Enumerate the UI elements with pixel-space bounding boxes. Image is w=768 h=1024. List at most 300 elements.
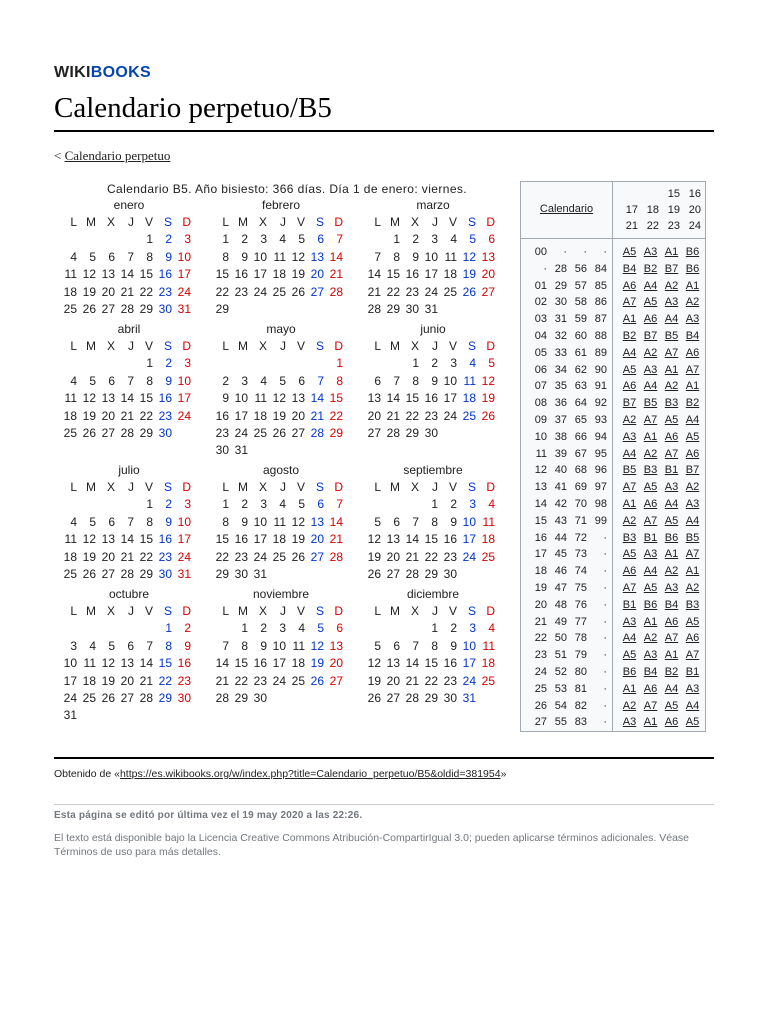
calendar-code-cell[interactable]: A3 — [643, 363, 658, 376]
calendar-code-cell[interactable]: A4 — [622, 447, 637, 460]
day-cell: 27 — [101, 425, 115, 440]
year-cell: 94 — [594, 430, 607, 443]
calendar-code-cell[interactable]: A7 — [622, 581, 637, 594]
year-cell: 05 — [534, 346, 547, 359]
calendar-code-cell[interactable]: A2 — [664, 279, 679, 292]
year-cell: 70 — [574, 497, 587, 510]
day-cell: 8 — [146, 249, 153, 264]
calendar-code-cell[interactable]: A1 — [622, 682, 637, 695]
calendar-code-cell[interactable]: A4 — [664, 682, 679, 695]
calendar-code-cell[interactable]: A4 — [685, 413, 700, 426]
weekday-header: J — [128, 215, 134, 229]
weekday-header: J — [432, 215, 438, 229]
calendar-code-row — [619, 698, 703, 715]
calendar-code-cell[interactable]: A1 — [622, 313, 637, 326]
calendar-code-cell[interactable]: A4 — [664, 497, 679, 510]
day-cell: 12 — [291, 514, 305, 529]
calendar-code-cell[interactable]: B3 — [685, 598, 700, 611]
day-cell: 17 — [424, 267, 438, 282]
day-cell: 10 — [177, 514, 191, 529]
year-cell: 86 — [594, 296, 607, 309]
calendar-code-cell[interactable]: B6 — [622, 665, 637, 678]
weekday-header: V — [296, 215, 305, 229]
day-cell: 12 — [481, 373, 495, 388]
calendar-code-cell[interactable]: A2 — [643, 632, 658, 645]
day-cell: 10 — [424, 249, 438, 264]
day-cell: 21 — [215, 673, 229, 688]
weekday-header: D — [182, 215, 191, 229]
calendar-code-cell[interactable]: B4 — [622, 262, 637, 275]
day-cell: 19 — [367, 673, 381, 688]
calendar-code-row — [619, 513, 703, 530]
year-cell: 62 — [574, 363, 587, 376]
day-cell: 22 — [139, 408, 153, 423]
year-cell: 36 — [554, 397, 567, 410]
day-cell: 9 — [431, 373, 438, 388]
day-cell: 27 — [386, 690, 400, 705]
calendar-code-cell[interactable]: A4 — [643, 565, 658, 578]
calendar-code-cell[interactable]: B2 — [685, 397, 700, 410]
calendar-code-cell[interactable]: B7 — [664, 262, 679, 275]
year-cell: 11 — [535, 447, 547, 460]
calendar-code-cell[interactable]: A6 — [643, 497, 658, 510]
day-cell: 29 — [215, 566, 229, 581]
year-cell: 63 — [574, 380, 587, 393]
calendar-code-cell[interactable]: A7 — [643, 413, 658, 426]
year-cell: · — [583, 246, 587, 258]
day-empty — [212, 355, 231, 372]
day-cell: 31 — [177, 301, 191, 316]
year-cell: 19 — [534, 581, 547, 594]
calendar-code-cell[interactable]: A4 — [643, 279, 658, 292]
day-cell: 24 — [443, 408, 457, 423]
year-cell: 27 — [534, 716, 547, 729]
day-cell: 30 — [234, 566, 248, 581]
table-divider-horizontal — [521, 238, 705, 239]
calendar-code-cell[interactable]: B5 — [664, 329, 679, 342]
day-cell: 3 — [260, 497, 267, 512]
day-cell: 10 — [63, 656, 77, 671]
calendar-code-cell[interactable]: A3 — [622, 615, 637, 628]
weekday-header: L — [70, 604, 77, 618]
calendar-code-cell[interactable]: B2 — [643, 262, 658, 275]
calendar-code-cell[interactable]: A5 — [643, 581, 658, 594]
year-cell: 91 — [594, 380, 607, 393]
calendar-code-cell[interactable]: A1 — [664, 649, 679, 662]
year-row — [525, 278, 611, 295]
day-cell: 7 — [317, 373, 324, 388]
calendar-code-cell[interactable]: A7 — [664, 632, 679, 645]
calendar-code-cell[interactable]: A6 — [685, 632, 700, 645]
site-logo[interactable] — [54, 64, 151, 82]
calendar-code-cell[interactable]: A3 — [664, 581, 679, 594]
day-cell: 10 — [253, 514, 267, 529]
day-cell: 25 — [63, 566, 77, 581]
calendar-code-cell[interactable]: A4 — [685, 514, 700, 527]
month-marzo — [364, 197, 498, 318]
day-cell: 18 — [253, 408, 267, 423]
day-cell: 20 — [329, 656, 343, 671]
calendar-code-cell[interactable]: B7 — [643, 329, 658, 342]
calendar-code-cell[interactable]: A5 — [664, 413, 679, 426]
calendar-code-cell[interactable]: A5 — [643, 481, 658, 494]
calendar-code-row — [619, 244, 703, 261]
calendar-code-cell[interactable]: A3 — [643, 246, 658, 258]
calendar-code-cell[interactable]: A7 — [622, 296, 637, 309]
calendar-code-row — [619, 328, 703, 345]
calendar-code-cell[interactable]: A2 — [664, 565, 679, 578]
day-cell: 22 — [424, 673, 438, 688]
year-cell: 54 — [554, 699, 567, 712]
year-row — [525, 714, 611, 731]
day-cell: 2 — [260, 621, 267, 636]
calendar-code-cell[interactable]: A3 — [643, 548, 658, 561]
calendar-code-cell[interactable]: B1 — [664, 464, 679, 477]
calendar-code-cell[interactable]: A2 — [643, 346, 658, 359]
calendar-code-cell[interactable]: A3 — [685, 313, 700, 326]
day-cell: 30 — [443, 566, 457, 581]
day-cell: 6 — [108, 514, 115, 529]
day-cell: 23 — [158, 549, 172, 564]
year-cell: 88 — [594, 329, 607, 342]
day-cell: 27 — [101, 566, 115, 581]
calendar-code-cell[interactable]: A7 — [685, 548, 700, 561]
day-cell: 1 — [431, 497, 438, 512]
day-cell: 7 — [127, 373, 134, 388]
year-cell: 82 — [574, 699, 587, 712]
day-cell: 8 — [222, 249, 229, 264]
calendar-code-cell[interactable]: A4 — [685, 699, 700, 712]
calendar-code-cell[interactable]: A1 — [643, 430, 658, 443]
day-cell: 11 — [64, 267, 77, 282]
retrieved-prefix: Obtenido de « — [54, 768, 120, 780]
calendar-code-cell[interactable]: A5 — [643, 296, 658, 309]
calendar-code-cell[interactable]: A1 — [664, 363, 679, 376]
calendar-code-cell[interactable]: A5 — [622, 548, 637, 561]
calendar-code-cell[interactable]: A3 — [622, 430, 637, 443]
day-cell: 14 — [367, 267, 381, 282]
calendar-code-cell[interactable]: B1 — [622, 598, 637, 611]
weekday-header: S — [467, 480, 476, 494]
calendar-code-cell[interactable]: A7 — [643, 699, 658, 712]
day-cell: 9 — [241, 249, 248, 264]
day-cell: 13 — [386, 656, 400, 671]
weekday-header: X — [410, 215, 419, 229]
day-cell: 31 — [234, 443, 248, 458]
year-cell: 96 — [594, 464, 607, 477]
calendar-code-cell[interactable]: A4 — [622, 632, 637, 645]
year-row — [525, 462, 611, 479]
weekday-header: S — [163, 339, 172, 353]
year-cell: 17 — [534, 548, 547, 561]
calendar-code-cell[interactable]: B7 — [685, 464, 700, 477]
calendar-code-cell[interactable]: A1 — [685, 380, 700, 393]
weekday-header: M — [390, 215, 400, 229]
day-cell: 2 — [241, 232, 248, 247]
day-empty — [231, 355, 250, 372]
day-cell: 19 — [101, 673, 115, 688]
calendar-code-cell[interactable]: B1 — [685, 665, 700, 678]
day-cell: 18 — [63, 408, 77, 423]
day-cell: 3 — [469, 621, 476, 636]
calendar-code-cell[interactable]: A6 — [622, 565, 637, 578]
year-cell: 65 — [574, 413, 587, 426]
day-cell: 21 — [120, 549, 134, 564]
day-cell: 16 — [158, 267, 172, 282]
day-cell: 19 — [82, 408, 96, 423]
calendar-code-cell[interactable]: B6 — [664, 531, 679, 544]
day-cell: 13 — [101, 267, 115, 282]
day-cell: 18 — [481, 532, 495, 547]
calendar-code-cell[interactable]: A1 — [685, 279, 700, 292]
weekday-header: M — [390, 339, 400, 353]
day-cell: 25 — [63, 301, 77, 316]
day-cell: 26 — [82, 566, 96, 581]
calendar-code-cell[interactable]: A5 — [664, 699, 679, 712]
calendar-code-cell[interactable]: A6 — [622, 279, 637, 292]
day-cell: 23 — [158, 284, 172, 299]
year-cell: 58 — [574, 296, 587, 309]
calendar-code-cell[interactable]: B3 — [622, 531, 637, 544]
day-empty — [79, 496, 98, 513]
calendar-code-cell[interactable]: B1 — [643, 531, 658, 544]
calendar-code-cell[interactable]: A3 — [685, 682, 700, 695]
calendar-code-cell[interactable]: A1 — [643, 615, 658, 628]
calendar-code-cell[interactable]: A5 — [664, 514, 679, 527]
calendar-code-cell[interactable]: A2 — [685, 296, 700, 309]
day-cell: 30 — [158, 566, 172, 581]
day-cell: 15 — [424, 656, 438, 671]
calendar-code-cell[interactable]: A2 — [664, 380, 679, 393]
day-cell: 9 — [184, 638, 191, 653]
calendar-code-cell[interactable]: A3 — [622, 716, 637, 729]
day-cell: 28 — [367, 301, 381, 316]
day-cell: 17 — [177, 391, 191, 406]
calendar-code-cell[interactable]: A7 — [664, 447, 679, 460]
day-cell: 27 — [291, 425, 305, 440]
calendar-code-cell[interactable]: B2 — [622, 329, 637, 342]
calendar-code-cell[interactable]: A5 — [622, 363, 637, 376]
day-cell: 16 — [253, 656, 267, 671]
weekday-header: J — [128, 480, 134, 494]
weekday-header: M — [390, 604, 400, 618]
day-cell: 3 — [70, 638, 77, 653]
day-cell: 4 — [488, 497, 495, 512]
day-cell: 27 — [101, 301, 115, 316]
year-cell: · — [543, 262, 547, 275]
calendar-code-cell[interactable]: B4 — [685, 329, 700, 342]
day-cell: 28 — [405, 690, 419, 705]
day-cell: 26 — [367, 690, 381, 705]
day-cell: 16 — [234, 532, 248, 547]
calendar-code-cell[interactable]: A2 — [685, 581, 700, 594]
day-cell: 15 — [386, 267, 400, 282]
day-cell: 18 — [63, 284, 77, 299]
calendar-code-cell[interactable]: A5 — [622, 649, 637, 662]
calendar-code-cell[interactable]: A4 — [622, 346, 637, 359]
calendar-code-cell[interactable]: A6 — [643, 682, 658, 695]
calendar-code-cell[interactable]: A7 — [643, 514, 658, 527]
year-row — [525, 630, 611, 647]
day-cell: 20 — [386, 549, 400, 564]
day-cell: 14 — [120, 267, 134, 282]
calendar-code-cell[interactable]: A2 — [622, 514, 637, 527]
calendar-code-cell[interactable]: A5 — [685, 430, 700, 443]
year-row — [525, 362, 611, 379]
weekday-header: L — [222, 339, 229, 353]
calendar-code-cell[interactable]: A2 — [622, 699, 637, 712]
calendar-code-cell[interactable]: A3 — [643, 649, 658, 662]
day-cell: 4 — [279, 232, 286, 247]
calendar-code-cell[interactable]: B7 — [622, 397, 637, 410]
calendar-code-column — [619, 244, 703, 731]
year-cell: 13 — [534, 481, 547, 494]
century-cell: 18 — [646, 204, 659, 216]
calendar-code-cell[interactable]: B4 — [643, 665, 658, 678]
day-cell: 21 — [329, 532, 343, 547]
calendar-code-cell[interactable]: B5 — [622, 464, 637, 477]
calendar-code-cell[interactable]: A1 — [664, 246, 679, 258]
calendar-code-cell[interactable]: A3 — [664, 481, 679, 494]
calendar-code-cell[interactable]: A4 — [664, 313, 679, 326]
calendar-code-cell[interactable]: A6 — [685, 447, 700, 460]
calendar-code-cell[interactable]: A6 — [643, 313, 658, 326]
calendar-code-cell[interactable]: A2 — [685, 481, 700, 494]
calendar-code-cell[interactable]: B4 — [664, 598, 679, 611]
year-cell: 10 — [534, 430, 547, 443]
year-column — [525, 244, 611, 731]
day-cell: 20 — [310, 267, 324, 282]
day-cell: 22 — [329, 408, 343, 423]
day-cell: 27 — [120, 690, 134, 705]
calendar-code-cell[interactable]: B6 — [643, 598, 658, 611]
calendar-code-cell[interactable]: B5 — [643, 397, 658, 410]
day-cell: 27 — [386, 566, 400, 581]
year-cell: 07 — [534, 380, 547, 393]
year-cell: · — [603, 665, 607, 678]
calendar-code-cell[interactable]: A1 — [643, 716, 658, 729]
day-cell: 18 — [462, 391, 476, 406]
century-cell — [617, 186, 638, 202]
day-cell: 15 — [329, 391, 343, 406]
weekday-header: V — [296, 604, 305, 618]
day-cell: 15 — [405, 391, 419, 406]
year-row — [525, 412, 611, 429]
day-cell: 3 — [450, 356, 457, 371]
year-cell: 60 — [574, 329, 587, 342]
day-cell: 26 — [101, 690, 115, 705]
day-cell: 17 — [177, 267, 191, 282]
calendar-code-cell[interactable]: B5 — [685, 531, 700, 544]
calendar-code-cell[interactable]: A7 — [685, 363, 700, 376]
day-cell: 7 — [127, 514, 134, 529]
day-cell: 1 — [412, 356, 419, 371]
breadcrumb-link[interactable]: Calendario perpetuo — [64, 148, 171, 163]
calendar-code-row — [619, 479, 703, 496]
calendar-code-cell[interactable]: A5 — [685, 615, 700, 628]
day-cell: 17 — [63, 673, 77, 688]
retrieved-link[interactable]: https://es.wikibooks.org/w/index.php?title=Calendario_perpetuo/B5&oldid=381954 — [119, 768, 501, 780]
calendar-code-cell[interactable]: A1 — [622, 497, 637, 510]
day-cell: 3 — [431, 232, 438, 247]
day-cell: 6 — [127, 638, 134, 653]
day-cell: 26 — [82, 301, 96, 316]
weekday-header: J — [128, 339, 134, 353]
day-cell: 21 — [405, 549, 419, 564]
day-cell: 30 — [215, 443, 229, 458]
calendar-code-cell[interactable]: A7 — [622, 481, 637, 494]
calendar-code-cell[interactable]: A7 — [685, 649, 700, 662]
year-row — [525, 530, 611, 547]
calendar-code-cell[interactable]: A6 — [622, 380, 637, 393]
weekday-header: J — [280, 215, 286, 229]
calendar-code-cell[interactable]: A5 — [622, 246, 637, 258]
calendar-code-cell[interactable]: A2 — [622, 413, 637, 426]
day-cell: 25 — [253, 425, 267, 440]
day-cell: 2 — [222, 373, 229, 388]
calendar-code-cell[interactable]: B2 — [664, 665, 679, 678]
day-cell: 23 — [234, 549, 248, 564]
calendar-code-row — [619, 647, 703, 664]
day-cell: 10 — [177, 249, 191, 264]
calendar-code-cell[interactable]: A6 — [664, 716, 679, 729]
calendar-code-cell[interactable]: A5 — [685, 716, 700, 729]
century-cell: 24 — [688, 220, 701, 232]
day-cell: 7 — [412, 638, 419, 653]
day-cell: 22 — [215, 284, 229, 299]
calendar-code-cell[interactable]: A7 — [664, 346, 679, 359]
year-cell: 81 — [574, 682, 587, 695]
day-cell: 2 — [450, 497, 457, 512]
day-cell: 25 — [481, 673, 495, 688]
calendar-code-cell[interactable]: A1 — [685, 565, 700, 578]
calendar-code-cell[interactable]: A6 — [664, 430, 679, 443]
calendar-code-cell[interactable]: A6 — [685, 346, 700, 359]
year-cell: 53 — [554, 682, 567, 695]
year-cell: 40 — [554, 464, 567, 477]
calendar-code-cell[interactable]: A6 — [664, 615, 679, 628]
day-cell: 19 — [310, 656, 324, 671]
day-cell: 7 — [146, 638, 153, 653]
calendar-code-cell[interactable]: A2 — [643, 447, 658, 460]
weekday-header: J — [432, 604, 438, 618]
calendar-code-cell[interactable]: B3 — [664, 397, 679, 410]
year-cell: 41 — [554, 481, 567, 494]
weekday-header: S — [467, 604, 476, 618]
day-cell: 13 — [101, 532, 115, 547]
day-cell: 22 — [234, 673, 248, 688]
calendar-code-cell[interactable]: A1 — [664, 548, 679, 561]
year-row — [525, 328, 611, 345]
calendar-code-cell[interactable]: B6 — [685, 246, 700, 258]
day-cell: 18 — [291, 656, 305, 671]
calendar-code-cell[interactable]: B3 — [643, 464, 658, 477]
calendar-header-link[interactable]: Calendario — [539, 203, 594, 215]
calendar-code-cell[interactable]: A3 — [685, 497, 700, 510]
day-cell: 8 — [165, 638, 172, 653]
day-cell: 28 — [386, 425, 400, 440]
day-cell: 17 — [177, 532, 191, 547]
day-cell: 2 — [165, 232, 172, 247]
calendar-code-cell[interactable]: A4 — [643, 380, 658, 393]
calendar-code-cell[interactable]: A3 — [664, 296, 679, 309]
day-cell: 12 — [272, 391, 286, 406]
calendar-code-row — [619, 278, 703, 295]
calendar-code-cell[interactable]: B6 — [685, 262, 700, 275]
day-cell: 13 — [310, 514, 324, 529]
year-row — [525, 261, 611, 278]
year-cell: · — [603, 682, 607, 695]
